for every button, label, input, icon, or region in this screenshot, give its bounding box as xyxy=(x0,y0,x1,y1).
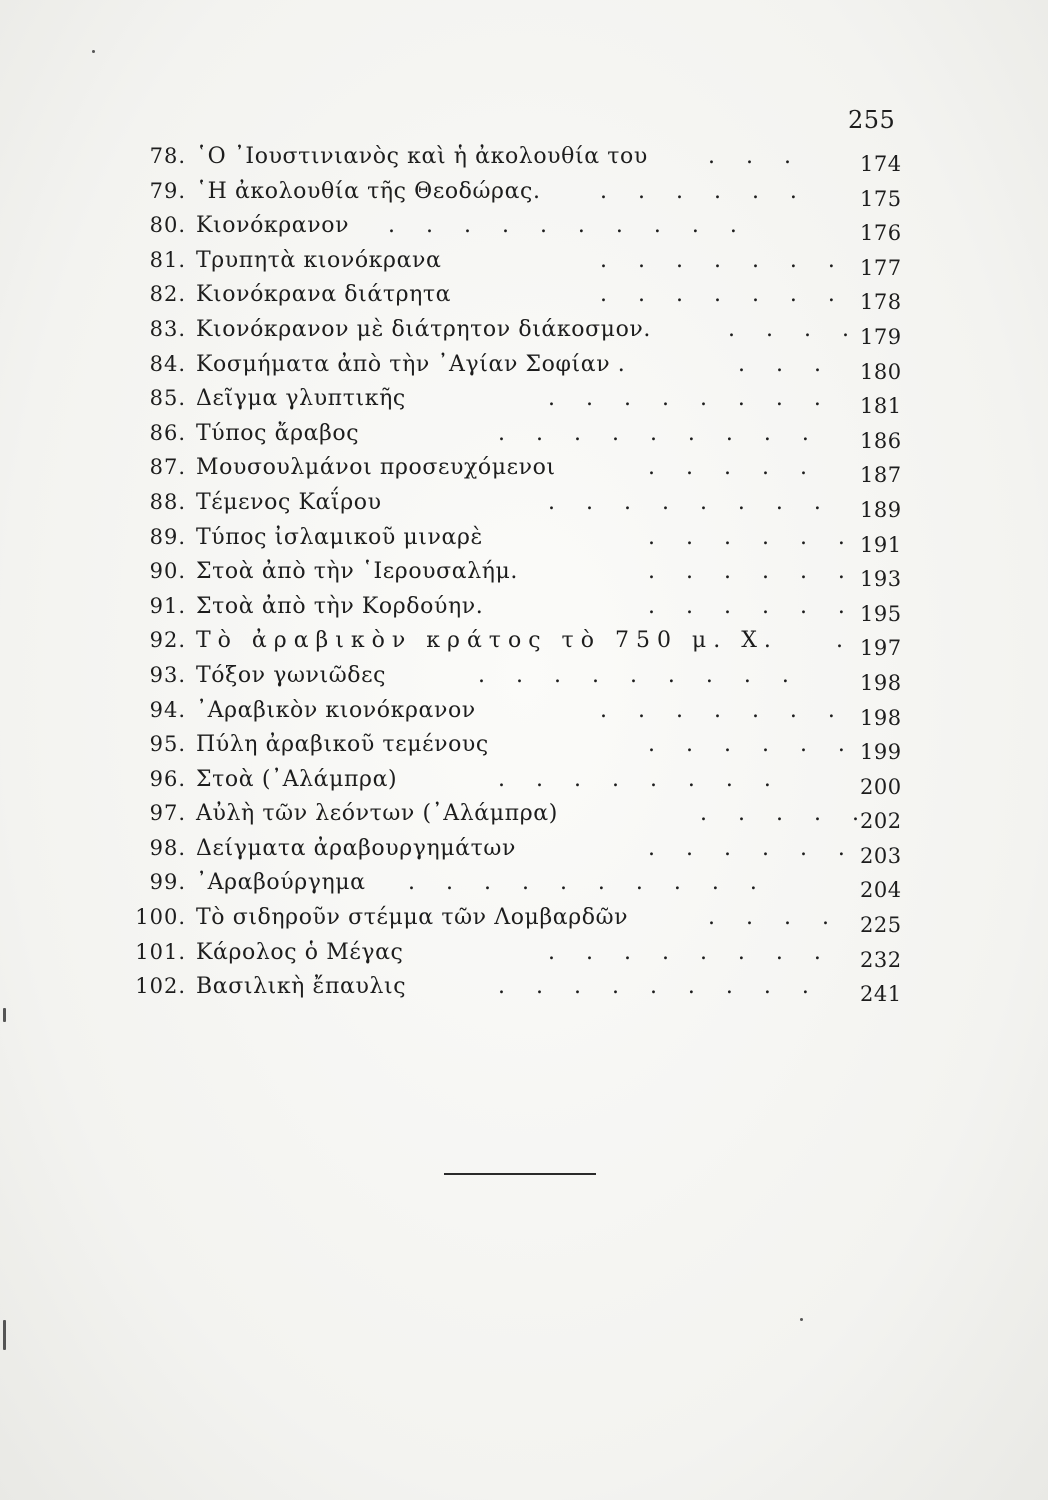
leader-dots: . . . . . . . . . . xyxy=(408,870,769,896)
entry-title: Τὸ σιδηροῦν στέμμα τῶν Λομβαρδῶν xyxy=(196,905,629,931)
entry-number: 100. xyxy=(135,905,186,930)
entry-title: Κιονόκρανον μὲ διάτρητον διάκοσμον. xyxy=(196,316,651,342)
entry-page: 191 xyxy=(860,532,902,557)
leader-dots: . . . . . . . xyxy=(600,697,847,723)
toc-entry xyxy=(88,726,938,765)
entry-number: 87. xyxy=(149,455,186,480)
toc-entry xyxy=(88,761,938,799)
entry-page: 225 xyxy=(860,913,902,938)
entry-title: Τὸ ἀραβικὸν κράτος τὸ 750 μ. Χ. xyxy=(196,628,778,654)
entry-page: 241 xyxy=(860,982,902,1007)
toc-entry xyxy=(88,449,938,488)
leader-dots: . . . . . . xyxy=(600,178,809,204)
section-divider xyxy=(444,1173,596,1175)
scan-speck xyxy=(3,1320,6,1350)
leader-dots: . . . . . . . . . xyxy=(498,420,821,446)
toc-entry xyxy=(88,622,938,661)
leader-dots: . . . . xyxy=(708,905,841,931)
toc-entry xyxy=(88,588,938,626)
entry-title: Κάρολος ὁ Μέγας xyxy=(196,939,404,965)
entry-page: 179 xyxy=(860,324,902,349)
toc-entry xyxy=(88,207,938,246)
entry-number: 89. xyxy=(149,524,186,549)
toc-entry xyxy=(88,380,938,419)
leader-dots: . . . . xyxy=(728,316,861,342)
entry-page: 198 xyxy=(860,705,902,730)
entry-page: 199 xyxy=(860,740,902,765)
entry-title: Τύπος ἄραβος xyxy=(196,420,360,446)
entry-page: 197 xyxy=(860,636,902,661)
entry-number: 93. xyxy=(149,662,186,687)
scan-speck xyxy=(800,1318,803,1321)
entry-number: 83. xyxy=(149,316,186,341)
entry-title: Τέμενος Καΐρου xyxy=(196,489,382,515)
leader-dots: . . . . . . . . xyxy=(548,489,833,515)
leader-dots: . . . . . . . . xyxy=(548,939,833,965)
entry-page: 175 xyxy=(860,186,902,211)
entry-number: 85. xyxy=(149,386,186,411)
toc-entry xyxy=(88,553,938,592)
entry-page: 187 xyxy=(860,463,902,488)
entry-page: 200 xyxy=(860,774,902,799)
entry-title: ᾿Αραβικὸν κιονόκρανον xyxy=(196,697,476,723)
entry-title: Δείγματα ἀραβουργημάτων xyxy=(196,835,516,861)
entry-page: 204 xyxy=(860,878,902,903)
entry-title: Στοὰ (᾿Αλάμπρα) xyxy=(196,766,398,792)
toc-entry xyxy=(88,276,938,315)
list-of-illustrations xyxy=(88,138,938,1007)
entry-title: Στοὰ ἀπὸ τὴν Κορδούην. xyxy=(196,593,484,619)
entry-title: Δεῖγμα γλυπτικῆς xyxy=(196,386,406,412)
entry-number: 96. xyxy=(149,766,186,791)
entry-page: 180 xyxy=(860,359,902,384)
leader-dots: . . . . . . . . . xyxy=(478,662,801,688)
leader-dots: . . . . . . . . xyxy=(498,766,783,792)
entry-number: 98. xyxy=(149,835,186,860)
entry-page: 232 xyxy=(860,947,902,972)
entry-title: ᾿Αραβούργημα xyxy=(196,870,366,896)
entry-title: Αὐλὴ τῶν λεόντων (᾿Αλάμπρα) xyxy=(196,801,558,827)
entry-page: 193 xyxy=(860,567,902,592)
entry-title: Κιονόκρανα διάτρητα xyxy=(196,282,452,308)
entry-number: 92. xyxy=(149,628,186,653)
page-number: 255 xyxy=(848,106,896,134)
entry-number: 78. xyxy=(149,144,186,168)
entry-number: 97. xyxy=(149,801,186,826)
leader-dots: . xyxy=(836,628,855,654)
entry-page: 195 xyxy=(860,601,902,626)
leader-dots: . . . . . . . xyxy=(600,247,847,273)
entry-title: Πύλη ἀραβικοῦ τεμένους xyxy=(196,732,489,758)
entry-page: 181 xyxy=(860,394,902,419)
toc-entry xyxy=(88,864,938,903)
toc-entry xyxy=(88,519,938,557)
leader-dots: . . . . . . xyxy=(648,593,857,619)
entry-page: 176 xyxy=(860,221,902,246)
entry-number: 95. xyxy=(149,732,186,757)
leader-dots: . . . . . . . . . . xyxy=(388,213,749,239)
leader-dots: . . . . . . . xyxy=(600,282,847,308)
entry-number: 86. xyxy=(149,420,186,445)
entry-number: 82. xyxy=(149,282,186,307)
toc-entry xyxy=(88,899,938,938)
toc-entry xyxy=(88,484,938,522)
toc-entry xyxy=(88,138,938,176)
entry-number: 91. xyxy=(149,593,186,618)
entry-page: 186 xyxy=(860,428,902,453)
entry-title: ῾Η ἀκολουθία τῆς Θεοδώρας. xyxy=(196,178,541,204)
entry-number: 90. xyxy=(149,559,186,584)
entry-number: 88. xyxy=(149,489,186,514)
leader-dots: . . . . . . xyxy=(648,732,857,758)
entry-title: Τόξον γωνιῶδες xyxy=(196,662,387,688)
entry-number: 84. xyxy=(149,351,186,376)
entry-title: Κοσμήματα ἀπὸ τὴν ᾿Αγίαν Σοφίαν . xyxy=(196,351,626,377)
entry-number: 101. xyxy=(135,939,186,964)
entry-title: Τύπος ἰσλαμικοῦ μιναρὲ xyxy=(196,524,483,550)
toc-entry xyxy=(88,346,938,384)
entry-title: Τρυπητὰ κιονόκρανα xyxy=(196,247,442,273)
entry-page: 202 xyxy=(860,809,902,834)
entry-title: Στοὰ ἀπὸ τὴν ῾Ιερουσαλήμ. xyxy=(196,559,519,585)
entry-page: 189 xyxy=(860,497,902,522)
toc-entry xyxy=(88,415,938,453)
toc-entry xyxy=(88,830,938,868)
entry-number: 80. xyxy=(149,213,186,238)
toc-entry xyxy=(88,968,938,1007)
entry-title: Μουσουλμάνοι προσευχόμενοι xyxy=(196,455,556,481)
entry-number: 79. xyxy=(149,178,186,203)
leader-dots: . . . . . . xyxy=(648,835,857,861)
scan-speck xyxy=(3,1008,6,1022)
entry-number: 81. xyxy=(149,247,186,272)
toc-entry xyxy=(88,242,938,280)
entry-title: Βασιλικὴ ἔπαυλις xyxy=(196,974,407,1000)
entry-number: 99. xyxy=(149,870,186,895)
leader-dots: . . . . . xyxy=(700,801,871,827)
entry-page: 203 xyxy=(860,843,902,868)
leader-dots: . . . . . . xyxy=(648,524,857,550)
leader-dots: . . . . . . . . . xyxy=(498,974,821,1000)
entry-page: 174 xyxy=(860,152,902,176)
leader-dots: . . . xyxy=(738,351,833,377)
scan-speck xyxy=(92,50,95,53)
entry-page: 178 xyxy=(860,290,902,315)
entry-title: Κιονόκρανον xyxy=(196,213,350,239)
leader-dots: . . . . . . xyxy=(648,559,857,585)
entry-page: 177 xyxy=(860,255,902,280)
entry-number: 102. xyxy=(135,974,186,999)
toc-entry xyxy=(88,795,938,834)
leader-dots: . . . xyxy=(708,144,803,169)
toc-entry xyxy=(88,657,938,695)
toc-entry xyxy=(88,692,938,730)
entry-title: ῾Ο ᾿Ιουστινιανὸς καὶ ἡ ἀκολουθία του xyxy=(196,144,648,169)
leader-dots: . . . . . xyxy=(648,455,819,481)
toc-entry xyxy=(88,934,938,972)
toc-entry xyxy=(88,173,938,211)
leader-dots: . . . . . . . . xyxy=(548,386,833,412)
entry-number: 94. xyxy=(149,697,186,722)
entry-page: 198 xyxy=(860,670,902,695)
toc-entry xyxy=(88,311,938,349)
